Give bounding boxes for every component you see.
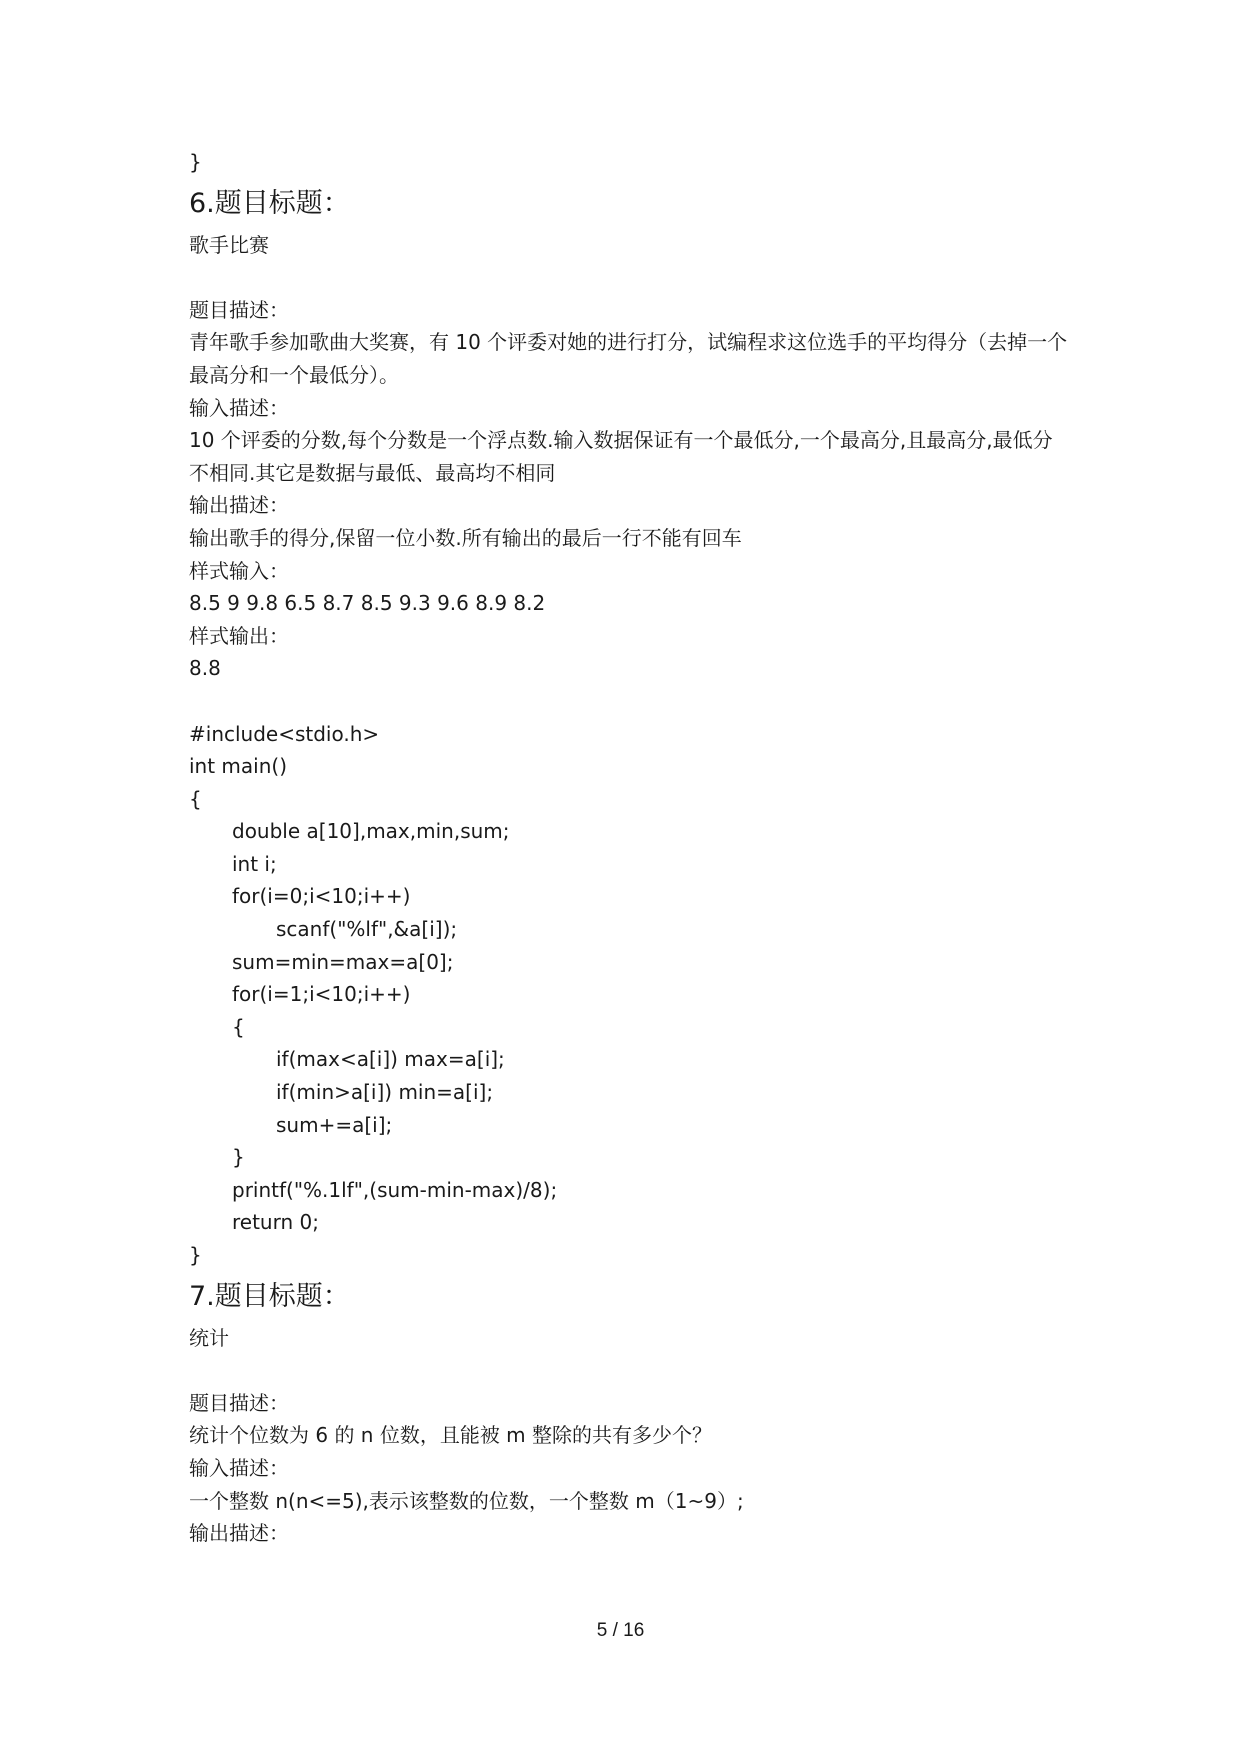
problem-6-input-label: 输入描述： [189, 395, 289, 420]
problem-7-input-text: 一个整数 n(n<=5),表示该整数的位数，一个整数 m（1~9）; [189, 1488, 744, 1513]
problem-6-sample-input-label: 样式输入： [189, 558, 289, 583]
code-line: for(i=1;i<10;i++) [232, 982, 411, 1007]
code-line: scanf("%lf",&a[i]); [276, 917, 458, 942]
problem-7-description-label: 题目描述： [189, 1390, 289, 1415]
problem-6-sample-output: 8.8 [189, 656, 221, 681]
code-line: sum+=a[i]; [276, 1112, 393, 1137]
problem-6-sample-input: 8.5 9 9.8 6.5 8.7 8.5 9.3 9.6 8.9 8.2 [189, 591, 546, 616]
page-number: 5 / 16 [596, 1620, 645, 1641]
code-line: int main() [189, 754, 288, 779]
code-line: if(max<a[i]) max=a[i]; [276, 1047, 505, 1072]
problem-7-heading: 7.题目标题： [189, 1280, 350, 1312]
previous-code-closing-brace: } [189, 150, 202, 174]
problem-6-description-label: 题目描述： [189, 297, 289, 322]
problem-7-description-text: 统计个位数为 6 的 n 位数，且能被 m 整除的共有多少个？ [189, 1423, 713, 1448]
problem-6-input-text: 10 个评委的分数,每个分数是一个浮点数.输入数据保证有一个最低分,一个最高分,且最高分,最低分不相同.其它是数据与最低、最高均不相同 [189, 428, 1053, 485]
problem-6-title: 歌手比赛 [189, 232, 269, 257]
problem-6-output-text: 输出歌手的得分,保留一位小数.所有输出的最后一行不能有回车 [189, 525, 742, 550]
spacer [189, 261, 1069, 294]
code-line: printf("%.1lf",(sum-min-max)/8); [232, 1177, 558, 1202]
code-line: if(min>a[i]) min=a[i]; [276, 1080, 494, 1105]
spacer [189, 1354, 1069, 1387]
problem-7-title: 统计 [189, 1325, 229, 1350]
code-line: for(i=0;i<10;i++) [232, 884, 411, 909]
problem-6-code-block [189, 718, 1069, 1272]
code-line: } [232, 1145, 245, 1170]
code-line: sum=min=max=a[0]; [232, 949, 454, 974]
code-line: { [232, 1014, 245, 1039]
code-line: #include<stdio.h> [189, 721, 380, 746]
code-line: } [189, 1243, 202, 1267]
problem-7-input-label: 输入描述： [189, 1455, 289, 1480]
problem-6-output-label: 输出描述： [189, 493, 289, 518]
problem-7-output-label: 输出描述： [189, 1521, 289, 1546]
code-line: double a[10],max,min,sum; [232, 819, 510, 844]
spacer [189, 685, 1069, 718]
problem-6-heading: 6.题目标题： [189, 187, 350, 219]
page-content [189, 146, 1069, 1550]
problem-6-sample-output-label: 样式输出： [189, 623, 289, 648]
problem-6-description-text: 青年歌手参加歌曲大奖赛，有 10 个评委对她的进行打分，试编程求这位选手的平均得分（去掉一个最高分和一个最低分）。 [189, 330, 1068, 387]
code-line: { [189, 786, 202, 811]
code-line: return 0; [232, 1210, 319, 1235]
code-line: int i; [232, 851, 277, 876]
